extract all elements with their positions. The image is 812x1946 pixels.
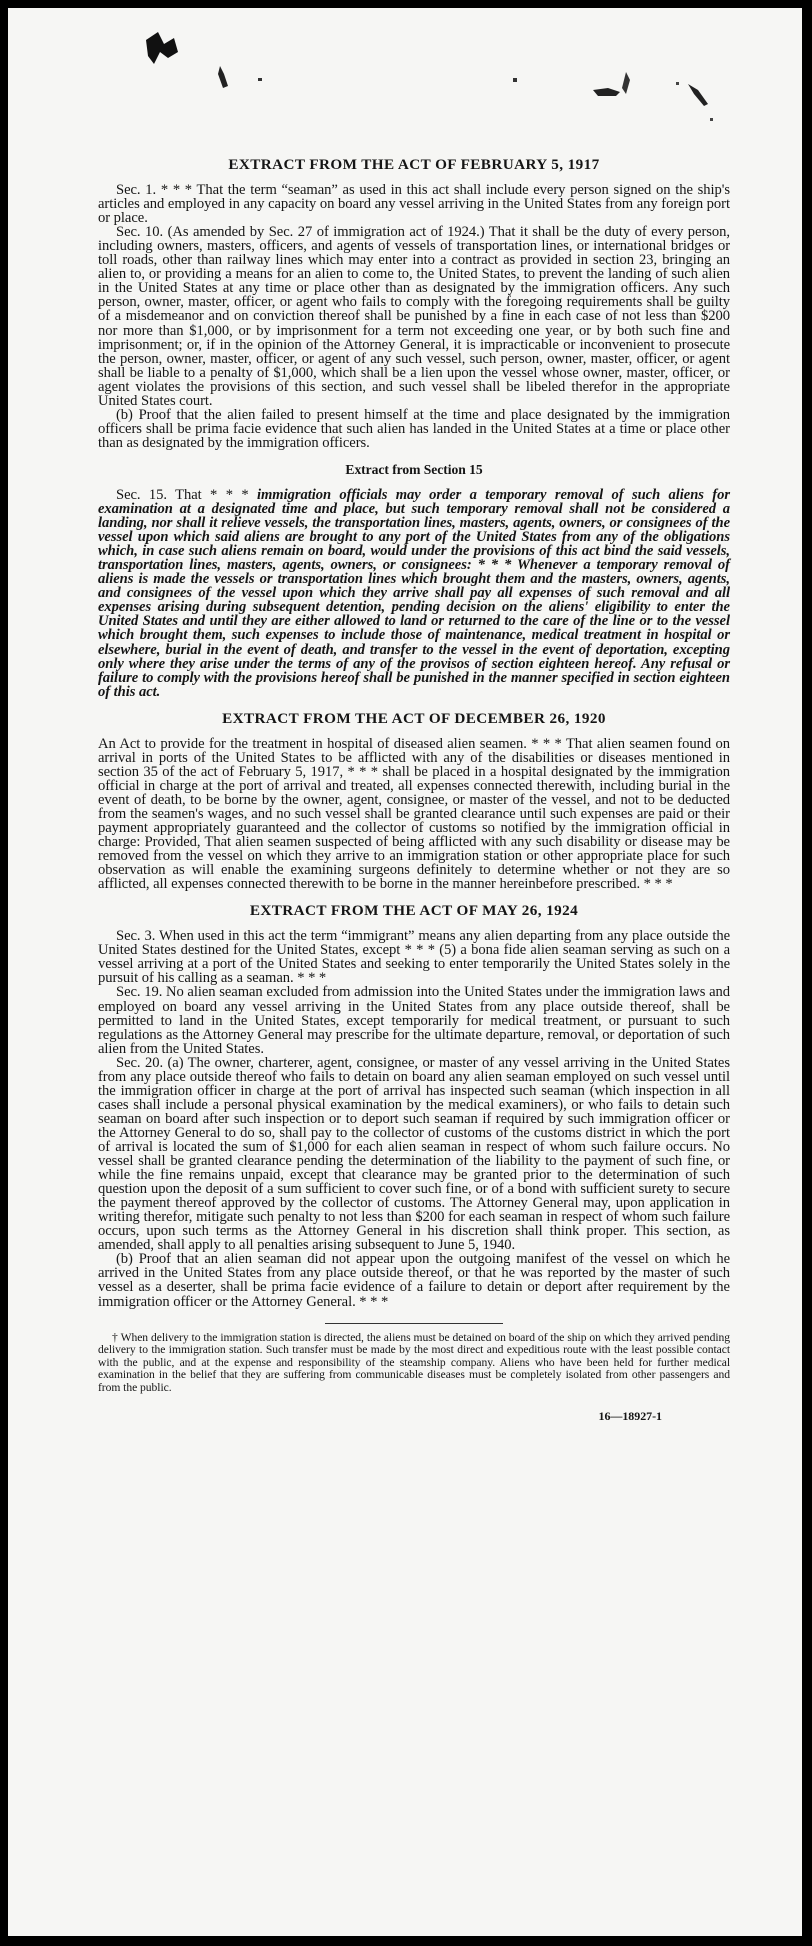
document-body (98, 158, 730, 1423)
paragraph-sec-20-a: Sec. 20. (a) The owner, charterer, agent, consignee, or master of any vessel arriving in the United States from any place outside thereof who fails to detain on board any alien seaman employed on such vessel until the immigration officer in charge at the port of arrival has inspected such seaman (which inspection in all cases shall include a personal physical examination by the medical examiners), or who fails to detain such seaman on board after such inspection or to deport such seaman if required by such immigration officer or the Attorney General to do so, shall pay to the collector of customs of the customs district in which the port of arrival is located the sum of $1,000 for each alien seaman in respect of whom such failure occurs. No vessel shall be granted clearance pending the determination of the liability to the payment of such fine, or while the fine remains unpaid, except that clearance may be granted prior to the determination of such question upon the deposit of a sum sufficient to cover such fine, or of a bond with sufficient surety to secure the payment thereof approved by the collector of customs. The Attorney General may, upon application in writing therefor, mitigate such penalty to not less than $200 for each seaman in respect of whom such failure occurs, upon such terms as the Attorney General in his discretion shall think proper. This section, as amended, shall apply to all penalties arising subsequent to June 5, 1940. (98, 1054, 730, 1254)
section-feb-1917 (98, 158, 730, 699)
sec-15-italic-text: immigration officials may order a temporary removal of such aliens for examination at a designated time and place, but such temporary removal shall not be considered a landing, nor shall it relieve vessels, the transportation lines, masters, agents, owners, or consignees of the vessel upon which said aliens are brought to any port of the United States from any of the obligations which, in case such aliens remain on board, would under the provisions of this act bind the said vessels, transportation lines, masters, agents, owners, or consignees: * * * Whenever a temporary removal of aliens is made the vessels or transportation lines which brought them and the masters, owners, agents, and consignees of the vessel upon which they arrive shall pay all expenses of such removal and all expenses arising during subsequent detention, pending decision on the aliens' eligibility to enter the United States and until they are either allowed to land or returned to the care of the line or to the vessel which brought them, such expenses to include those of maintenance, medical treatment in hospital or elsewhere, burial in the event of death, and transfer to the vessel in the event of deportation, excepting only where they arise under the terms of any of the provisos of section eighteen hereof. Any refusal or failure to comply with the provisions hereof shall be punished in the manner specified in section eighteen of this act. (98, 486, 730, 700)
section-dec-1920 (98, 709, 730, 893)
footnote (98, 1332, 730, 1395)
section-heading: EXTRACT FROM THE ACT OF DECEMBER 26, 1920 (222, 709, 606, 727)
section-heading: EXTRACT FROM THE ACT OF MAY 26, 1924 (249, 902, 579, 920)
document-page (8, 8, 802, 1936)
footnote-divider (325, 1323, 503, 1324)
footnote-text: † When delivery to the immigration station is directed, the aliens must be detained on board of the ship on which they arrived pending delivery to the immigration station. Such transfer must be made by the most direct and expeditious route with the least possible contact with the public, and at the expense and responsibility of the steamship company. Aliens who have been held for further medical examination in the belief that they are suffering from communicable diseases must be completely isolated from other passengers and from the public. (98, 1330, 730, 1394)
ink-dot (258, 78, 262, 81)
paragraph-sec-19: Sec. 19. No alien seaman excluded from admission into the United States under the immigration laws and employed on board any vessel arriving in the United States from any place outside thereof, shall be permitted to land in the United States, except temporarily for medical treatment, or pursuant to such regulations as the Attorney General may prescribe for the ultimate departure, removal, or deportation of such alien from the United States. (98, 984, 730, 1057)
ink-dot (676, 82, 679, 85)
paragraph-sec-1: Sec. 1. * * * That the term “seaman” as used in this act shall include every person signed on the ship's articles and employed in any capacity on board any vessel arriving in the United States from any foreign port or place. (98, 182, 730, 227)
sec-15-lead: Sec. 15. That * * * (116, 486, 249, 503)
document-number: 16—18927-1 (598, 1408, 662, 1423)
ink-mark (622, 72, 630, 94)
paragraph-sec-15 (98, 488, 730, 699)
paragraph-act-1920: An Act to provide for the treatment in hospital of diseased alien seamen. * * * That alien seamen found on arrival in ports of the United States to be afflicted with any of the disabilities or diseases mentioned in section 35 of the act of February 5, 1917, * * * shall be placed in a hospital designated by the immigration official in charge at the port of arrival and treated, all expenses connected therewith, including burial in the event of death, to be borne by the owner, agent, consignee, or master of the vessel, and not to be deducted from the seamen's wages, and no such vessel shall be granted clearance until such expenses are paid or their payment appropriately guaranteed and the collector of customs so notified by the immigration official in charge: Provided, That alien seamen suspected of being afflicted with any such disability or disease may be removed from the vessel on which they arrive to an immigration station or other appropriate place for such observation as will enable the examining surgeons definitely to determine whether or not they are so afflicted, all expenses connected therewith to be borne in the manner hereinbefore prescribed. * * * (98, 735, 730, 893)
paragraph-sec-10-b: (b) Proof that the alien failed to present himself at the time and place designated by the immigration officers shall be prima facie evidence that such alien has landed in the United States at a time or place other than as designated by the immigration officers. (98, 406, 730, 451)
ink-dot (710, 118, 713, 121)
ink-mark (218, 66, 228, 88)
section-subheading: Extract from Section 15 (345, 461, 483, 477)
ink-mark (688, 84, 708, 106)
section-may-1924 (98, 904, 730, 1308)
scan-specks (8, 8, 802, 148)
ink-mark (593, 88, 620, 96)
paragraph-sec-3: Sec. 3. When used in this act the term “immigrant” means any alien departing from any place outside the United States destined for the United States, except * * * (5) a bona fide alien seaman serving as such on a vessel arriving at a port of the United States and seeking to enter temporarily the United States solely in the pursuit of his calling as a seaman. * * * (98, 928, 730, 987)
ink-blot (146, 32, 178, 64)
paragraph-sec-20-b: (b) Proof that an alien seaman did not appear upon the outgoing manifest of the vessel on which he arrived in the United States from any place outside thereof, or that he was reported by the master of such vessel as a deserter, shall be prima facie evidence of a failure to detain or deport after requirement by the immigration officer or the Attorney General. * * * (98, 1251, 730, 1310)
paragraph-sec-10: Sec. 10. (As amended by Sec. 27 of immigration act of 1924.) That it shall be the duty of every person, including owners, masters, officers, and agents of vessels of transportation lines, or international bridges or toll roads, other than railway lines which may enter into a contract as provided in section 23, bringing an alien to, or providing a means for an alien to come to, the United States, to prevent the landing of such alien in the United States at any time or place other than as designated by the immigration officers. Any such person, owner, master, officer, or agent who fails to comply with the foregoing requirements shall be guilty of a misdemeanor and on conviction thereof shall be punished by a fine in each case of not less than $200 nor more than $1,000, or by imprisonment for a term not exceeding one year, or by both such fine and imprisonment; or, if in the opinion of the Attorney General, it is impracticable or inconvenient to prosecute the person, owner, master, officer, or agent of any such vessel, such person, owner, master, officer, or agent shall be liable to a penalty of $1,000, which shall be a lien upon the vessel whose owner, master, officer, or agent violates the provisions of this section, and such vessel shall be libeled therefor in the appropriate United States court. (98, 224, 730, 409)
ink-dot (513, 78, 517, 82)
section-heading: EXTRACT FROM THE ACT OF FEBRUARY 5, 1917 (228, 156, 600, 173)
